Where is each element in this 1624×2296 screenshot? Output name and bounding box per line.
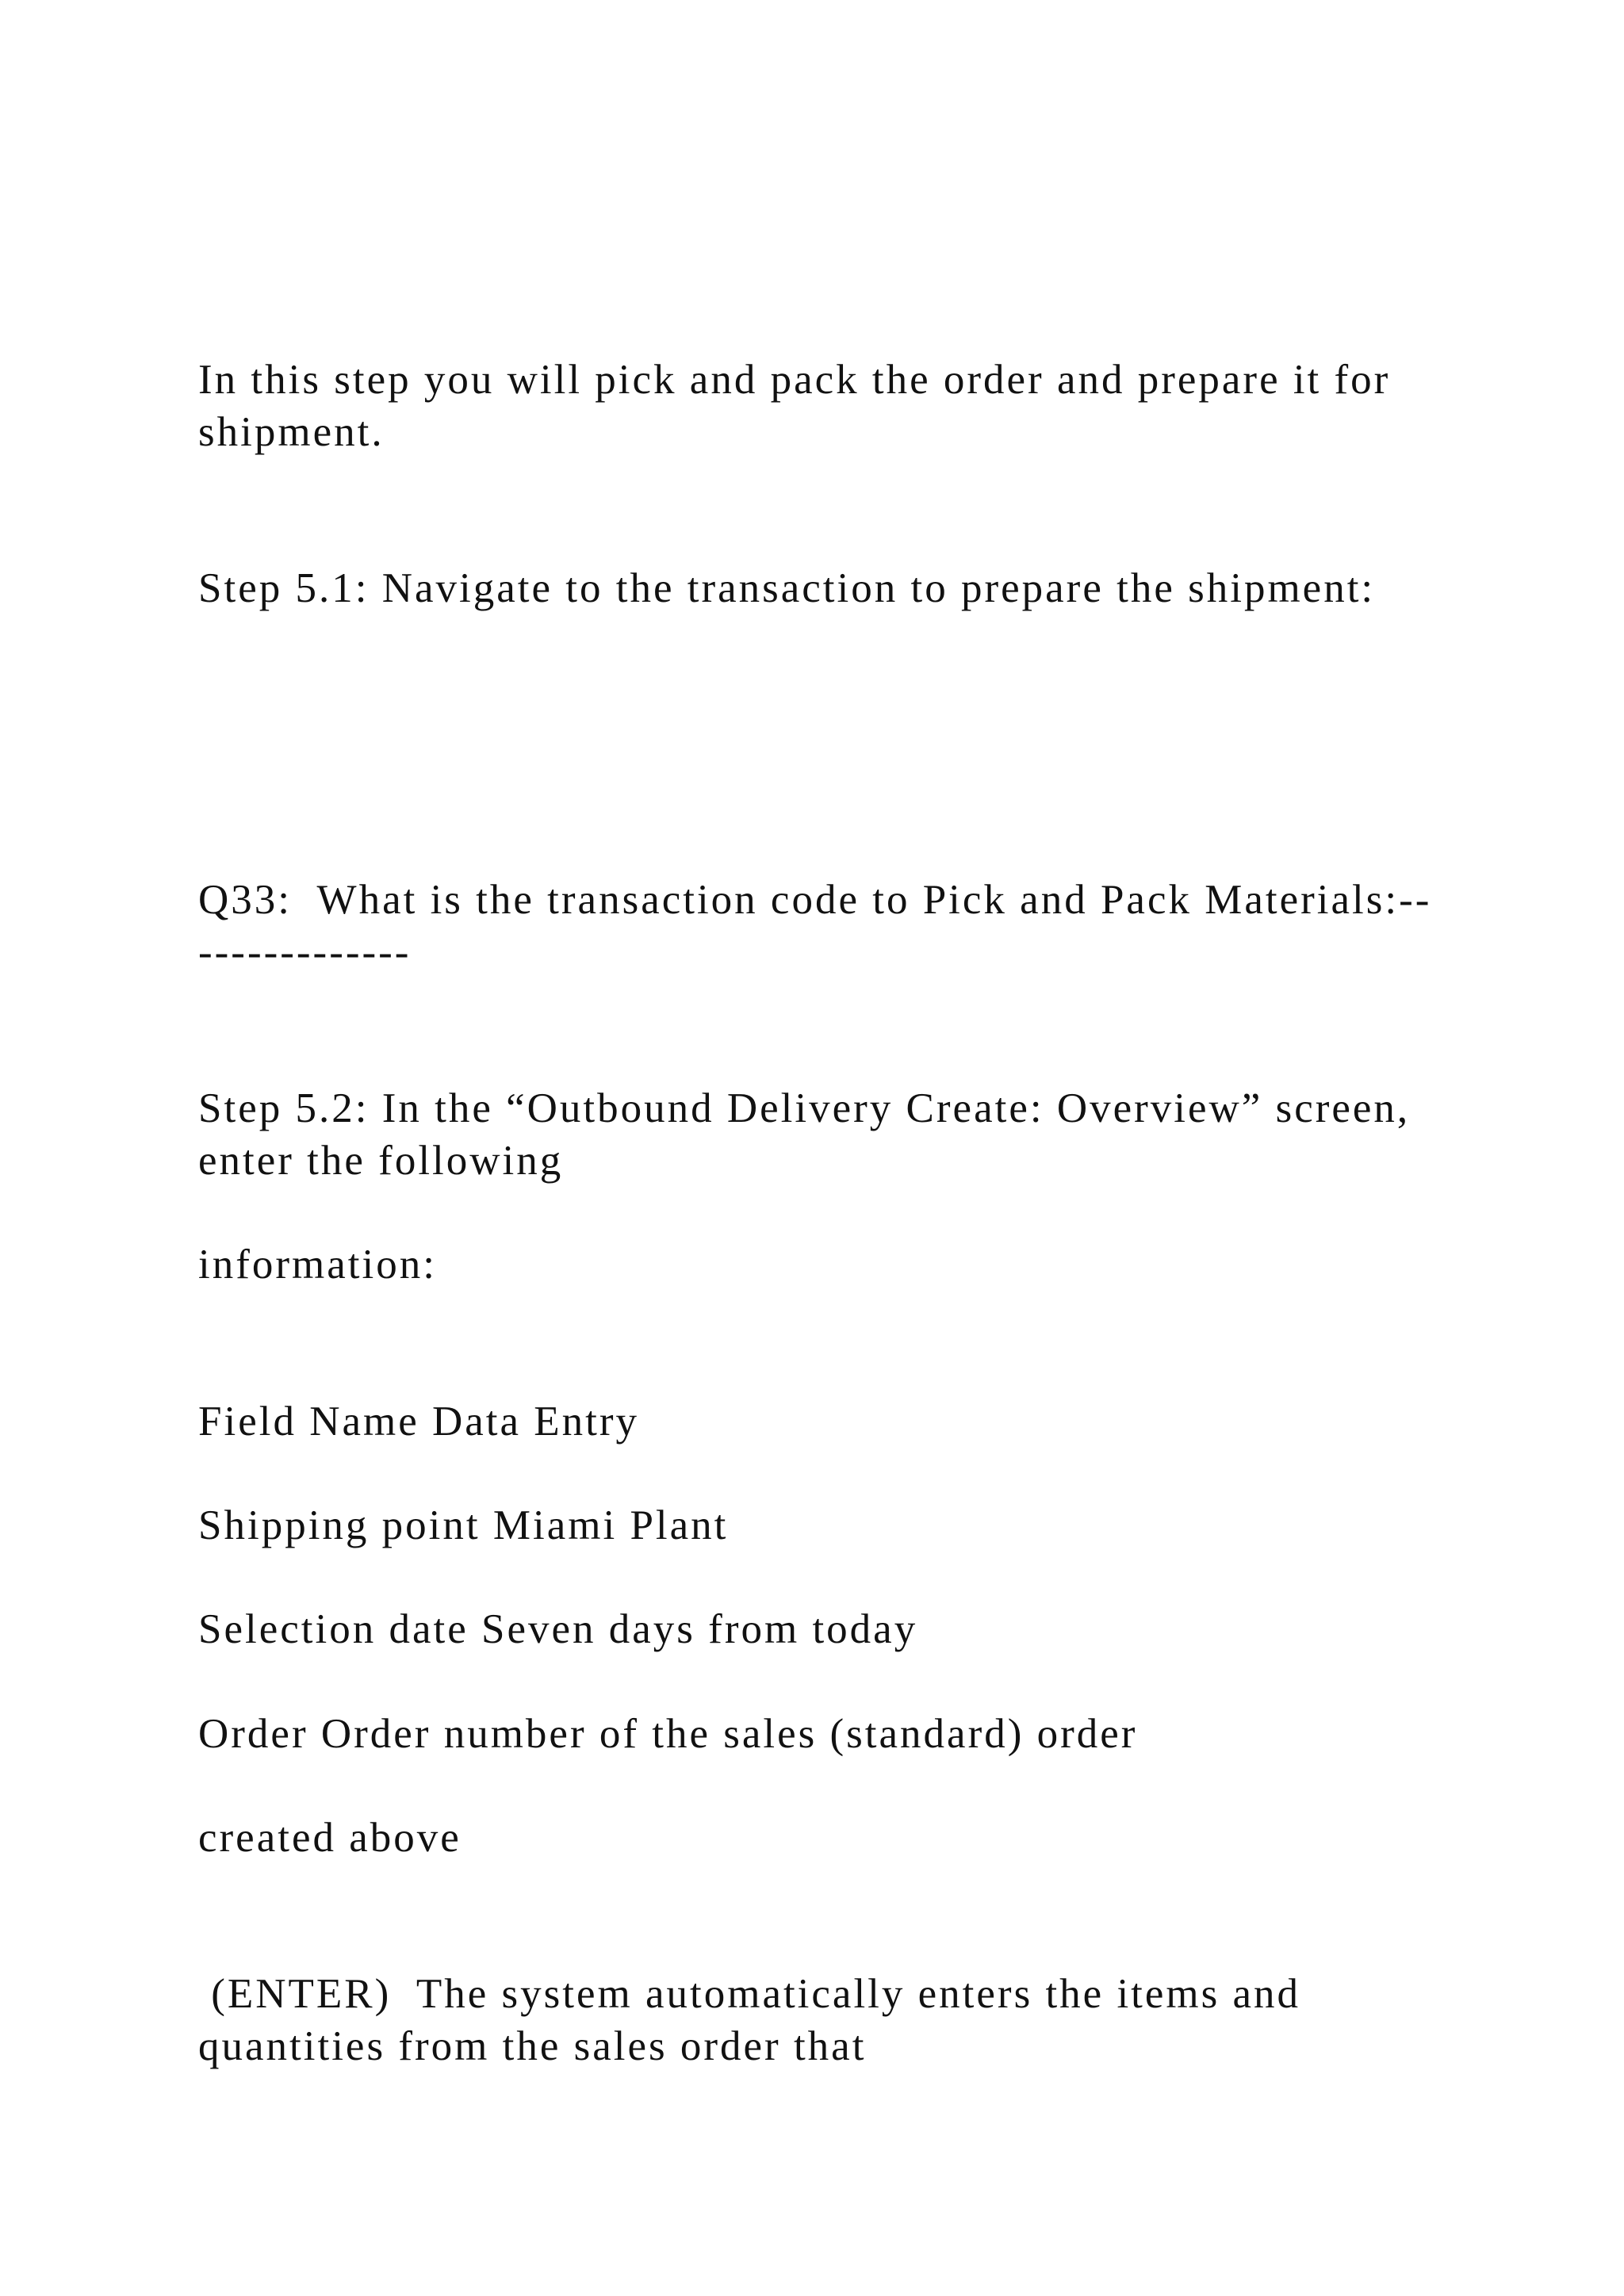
table-row-selection-date: Selection date Seven days from today xyxy=(198,1606,918,1652)
intro-line-1: In this step you will pick and pack the order and prepare it for xyxy=(198,357,1391,403)
step-5-2-line-1: Step 5.2: In the “Outbound Delivery Create: Overview” screen, xyxy=(198,1085,1411,1131)
step-5-2-line-3: information: xyxy=(198,1242,437,1288)
step-5-1-text: Step 5.1: Navigate to the transaction to prepare the shipment: xyxy=(198,565,1376,611)
table-row-order-continued: created above xyxy=(198,1815,462,1861)
intro-line-2: shipment. xyxy=(198,409,385,455)
table-header: Field Name Data Entry xyxy=(198,1399,640,1445)
table-row-order: Order Order number of the sales (standard) order xyxy=(198,1711,1138,1757)
table-row-shipping-point: Shipping point Miami Plant xyxy=(198,1502,729,1548)
enter-line-1: (ENTER) The system automatically enters the items and xyxy=(198,1971,1301,2017)
q33-line-1: Q33: What is the transaction code to Pick and Pack Materials:-- xyxy=(198,877,1432,923)
q33-line-2: ------------- xyxy=(198,929,412,975)
enter-line-2: quantities from the sales order that xyxy=(198,2023,867,2069)
step-5-2-line-2: enter the following xyxy=(198,1138,564,1184)
